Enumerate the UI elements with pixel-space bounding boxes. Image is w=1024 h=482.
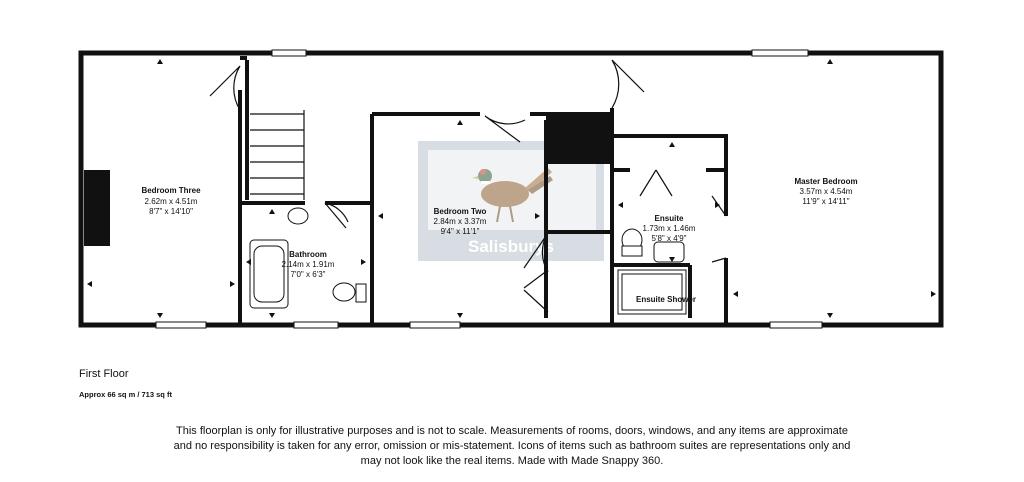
disclaimer-line: may not look like the real items. Made with Made Snappy 360. [360,455,664,467]
floor-name: First Floor [79,368,129,380]
room-metric-bedroom-three: 2.62m x 4.51m [144,197,198,206]
sink-icon [654,242,684,262]
room-name-bedroom-two: Bedroom Two [433,207,487,216]
watermark-text: Salisburys [468,237,554,256]
room-imperial-bedroom-two: 9'4" x 11'1" [440,227,480,236]
sink-icon [288,208,308,224]
room-imperial-bedroom-three: 8'7" x 14'10" [149,207,193,216]
room-name-bathroom: Bathroom [289,250,327,259]
room-name-master-bedroom: Master Bedroom [794,177,858,186]
room-name-ensuite: Ensuite [654,214,684,223]
room-metric-bathroom: 2.14m x 1.91m [281,260,335,269]
room-metric-bedroom-two: 2.84m x 3.37m [433,217,487,226]
floor-area: Approx 66 sq m / 713 sq ft [79,390,172,399]
disclaimer-line: and no responsibility is taken for any error, omission or mis-statement. Icons of items such as bathroom suites are representations only and [173,440,851,452]
disclaimer [150,424,874,469]
room-imperial-bathroom: 7'0" x 6'3" [290,270,326,279]
room-imperial-master-bedroom: 11'9" x 14'11" [802,197,850,206]
room-metric-master-bedroom: 3.57m x 4.54m [799,187,853,196]
room-name-ensuite-shower: Ensuite Shower [635,295,697,304]
cupboard-block [546,116,612,164]
toilet-icon [333,283,355,301]
room-name-bedroom-three: Bedroom Three [141,186,201,195]
room-imperial-ensuite: 5'8" x 4'9" [651,234,687,243]
chimney-breast [84,170,110,246]
staircase [250,110,304,200]
room-metric-ensuite: 1.73m x 1.46m [642,224,696,233]
disclaimer-line: This floorplan is only for illustrative purposes and is not to scale. Measurements of rooms, doors, windows, and any items are approximate [176,425,848,437]
